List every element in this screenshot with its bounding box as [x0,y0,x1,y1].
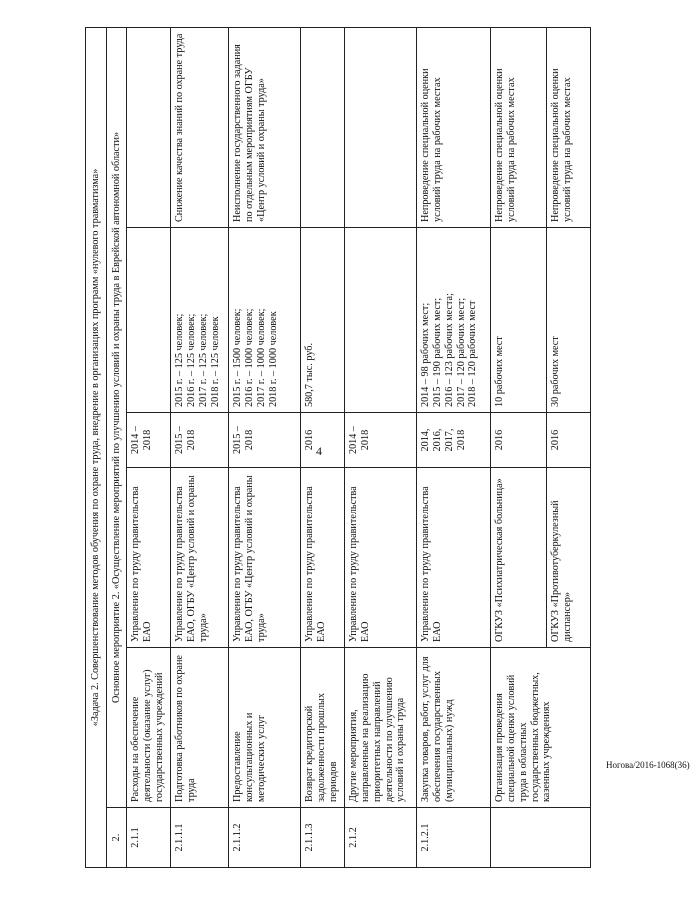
row-number: 2.1.2.1 [417,808,491,868]
row-number: 2.1.2 [345,808,417,868]
page-number: 4 [316,444,322,458]
task-header-cell: «Задача 2. Совершенствование методов обучения по охране труда, внедрение в организациях программ «нулевого травматизма» [86,27,107,867]
activity-name: Закупка товаров, работ, услуг для обеспечения государственных (муниципальных) нужд [417,648,491,808]
indicator: 2015 г. – 1500 человек; 2016 г. – 1000 человек; 2017 г. – 1000 человек; 2018 г. – 1000 человек [229,228,301,413]
activity-name: Подготовка работников по охране труда [171,648,229,808]
executor: Управление по труду правительства ЕАО, ОГБУ «Центр условий и охраны труда» [171,468,229,648]
indicator: 30 рабочих мест [547,228,591,413]
indicator: 2015 г. – 125 человек; 2016 г. – 125 человек; 2017 г. – 125 человек; 2018 г. – 125 человек [171,228,229,413]
executor: Управление по труду правительства ЕАО [345,468,417,648]
row-number [491,808,591,868]
indicator: 580,7 тыс. руб. [301,228,345,413]
consequence [345,27,417,227]
activity-name: Другие мероприятия, направленные на реализацию приоритетных направлений деятельности по улучшению условий и охраны труда [345,648,417,808]
table-row [345,27,417,867]
task-header-row [86,27,107,867]
executor: Управление по труду правительства ЕАО [417,468,491,648]
activity-name: Организация проведения специальной оценки условий труда в областных государственных бюджетных, казенных учреждениях [491,648,591,808]
table-row [229,27,301,867]
period: 2016 [491,413,547,468]
consequence: Неисполнение государственного задания по отдельным мероприятиям ОГБУ «Центр условий и охраны труда» [229,27,301,227]
table-row [127,27,171,867]
period: 2016 [547,413,591,468]
main-activity-row [106,27,127,867]
program-table [85,27,591,868]
footer-code: Ногова/2016-1068(36) [606,760,690,770]
activity-name: Возврат кредиторской задолженности прошлых периодов [301,648,345,808]
table-row [417,27,491,867]
activity-name: Расходы на обеспечение деятельности (оказание услуг) государственных учреждений [127,648,171,808]
activity-name: Предоставление консультационных и методических услуг [229,648,301,808]
consequence: Непроведение специальной оценки условий труда на рабочих местах [417,27,491,227]
executor: Управление по труду правительства ЕАО [301,468,345,648]
consequence: Снижение качества знаний по охране труда [171,27,229,227]
period: 2014 – 2018 [127,413,171,468]
table-row [491,27,547,867]
executor: Управление по труду правительства ЕАО, ОГБУ «Центр условий и охраны труда» [229,468,301,648]
indicator: 2014 – 98 рабочих мест; 2015 – 190 рабочих мест; 2016 – 123 рабочих места; 2017 – 120 рабочих мест; 2018 – 120 рабочих мест [417,228,491,413]
consequence: Непроведение специальной оценки условий труда на рабочих местах [491,27,547,227]
indicator: 10 рабочих мест [491,228,547,413]
consequence: Непроведение специальной оценки условий труда на рабочих местах [547,27,591,227]
consequence [301,27,345,227]
executor: ОГКУЗ «Психиатрическая больница» [491,468,547,648]
row-number: 2.1.1.1 [171,808,229,868]
indicator [127,228,171,413]
table-row [171,27,229,867]
row-number: 2.1.1.2 [229,808,301,868]
period: 2014 – 2018 [345,413,417,468]
main-activity-title: Основное мероприятие 2. «Осуществление мероприятий по улучшению условий и охраны труда в Еврейской автономной области» [106,27,127,807]
period: 2015 – 2018 [229,413,301,468]
period: 2015 – 2018 [171,413,229,468]
period: 2014, 2016, 2017, 2018 [417,413,491,468]
consequence [127,27,171,227]
row-number: 2.1.1 [127,808,171,868]
table-row [301,27,345,867]
indicator [345,228,417,413]
rotated-table-container [85,28,615,868]
executor: Управление по труду правительства ЕАО [127,468,171,648]
executor: ОГКУЗ «Противотуберкулезный диспансер» [547,468,591,648]
row-number: 2.1.1.3 [301,808,345,868]
period: 2016 [301,413,345,468]
row-number: 2. [106,808,127,868]
